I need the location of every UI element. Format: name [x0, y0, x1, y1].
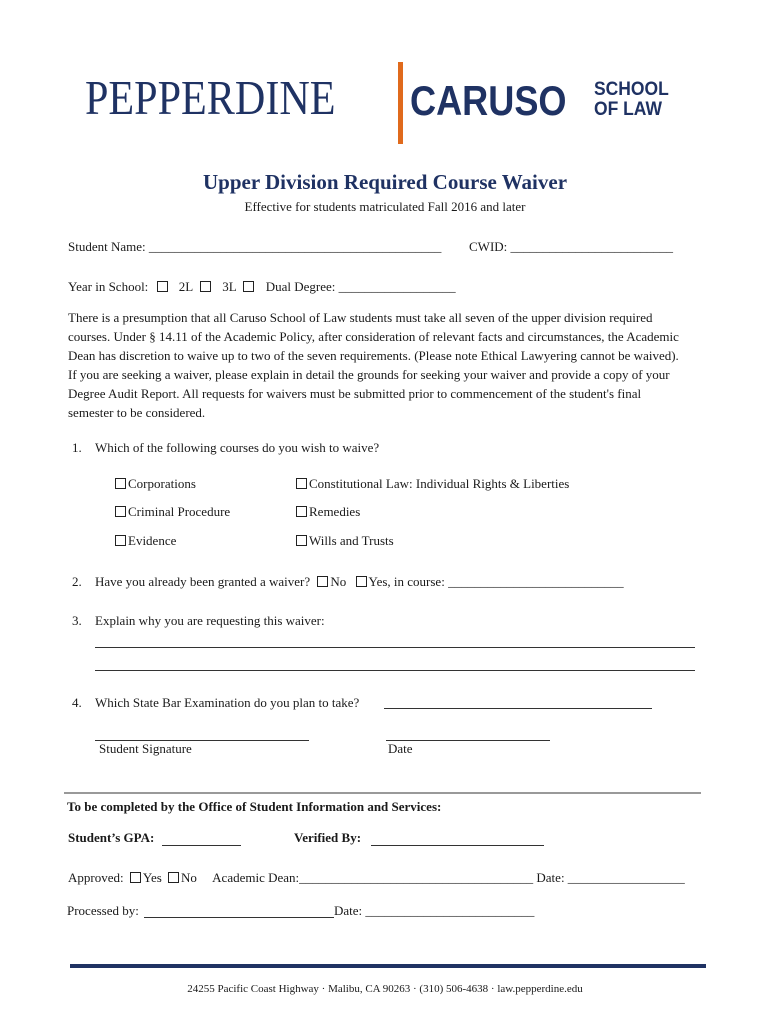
course-label: Corporations [128, 476, 196, 491]
waiver-yes-course-field[interactable]: Yes, in course: ___________________________ [368, 574, 624, 589]
dual-degree-field[interactable]: Dual Degree: __________________ [265, 279, 456, 294]
course-label: Remedies [309, 504, 361, 519]
course-label: Constitutional Law: Individual Rights & Liberties [309, 476, 570, 491]
course-label: Wills and Trusts [309, 533, 394, 548]
checkbox-icon[interactable] [115, 478, 126, 489]
course-label: Criminal Procedure [128, 504, 231, 519]
question-1 [72, 440, 379, 456]
dual-degree-checkbox[interactable] [243, 281, 254, 292]
checkbox-icon[interactable] [296, 506, 307, 517]
verified-by-field[interactable] [371, 845, 544, 846]
approved-yes-checkbox[interactable] [130, 872, 141, 883]
year-3l-checkbox[interactable] [200, 281, 211, 292]
question-2-number: 2. [72, 574, 82, 589]
logo-caruso: CARUSO [410, 77, 567, 124]
processed-date-field[interactable]: Date: __________________________ [334, 903, 535, 918]
logo-school-line1: SCHOOL [594, 79, 669, 100]
page-title: Upper Division Required Course Waiver [202, 170, 568, 194]
year-2l-label: 2L [178, 279, 193, 294]
question-3 [72, 613, 325, 629]
office-section-heading: To be completed by the Office of Student Information and Services: [67, 799, 442, 814]
approved-no-checkbox[interactable] [168, 872, 179, 883]
course-option-remedies[interactable] [296, 504, 360, 520]
processed-by-label: Processed by: [67, 903, 139, 918]
question-4-number: 4. [72, 695, 82, 710]
student-signature-label: Student Signature [99, 741, 192, 756]
footer-address: 24255 Pacific Coast Highway · Malibu, CA 90263 · (310) 506-4638 · law.pepperdine.edu [187, 983, 583, 995]
course-option-evidence[interactable] [115, 533, 176, 549]
approved-no-label: No [181, 870, 197, 885]
year-2l-checkbox[interactable] [157, 281, 168, 292]
question-4-text: Which State Bar Examination do you plan to take? [95, 695, 360, 710]
office-section-divider [64, 792, 701, 794]
logo-school-of-law [594, 80, 669, 120]
year-label: Year in School: [68, 279, 149, 294]
student-name-field[interactable]: Student Name: _____________________________________________ [68, 239, 442, 254]
gpa-field[interactable] [162, 845, 241, 846]
question-3-text: Explain why you are requesting this waiver: [95, 613, 325, 628]
waiver-no-checkbox[interactable] [317, 576, 328, 587]
question-4 [72, 695, 359, 711]
processed-by-field[interactable] [144, 917, 334, 918]
page-subtitle: Effective for students matriculated Fall 2016 and later [244, 199, 526, 214]
approved-label: Approved: [68, 870, 124, 885]
checkbox-icon[interactable] [296, 535, 307, 546]
logo-school-line2: OF LAW [594, 98, 662, 120]
course-label: Evidence [128, 533, 177, 548]
explanation-line-2[interactable] [95, 670, 695, 671]
checkbox-icon[interactable] [115, 506, 126, 517]
approved-yes-label: Yes [142, 870, 162, 885]
gpa-label: Student’s GPA: [68, 830, 155, 845]
logo-pepperdine: PEPPERDINE [85, 70, 336, 125]
course-option-criminal-procedure[interactable] [115, 504, 230, 520]
year-3l-label: 3L [222, 279, 237, 294]
logo-divider [398, 62, 403, 144]
question-1-text: Which of the following courses do you wish to waive? [95, 440, 380, 455]
course-option-corporations[interactable] [115, 476, 196, 492]
signature-date-label: Date [388, 741, 413, 756]
checkbox-icon[interactable] [115, 535, 126, 546]
waiver-yes-checkbox[interactable] [356, 576, 367, 587]
question-1-number: 1. [72, 440, 82, 455]
course-option-constitutional-law[interactable] [296, 476, 569, 492]
question-2 [72, 574, 624, 590]
explanation-line-1[interactable] [95, 647, 695, 648]
course-option-wills-and-trusts[interactable] [296, 533, 394, 549]
waiver-no-label: No [330, 574, 347, 589]
checkbox-icon[interactable] [296, 478, 307, 489]
bar-exam-field[interactable] [384, 708, 652, 709]
year-in-school-row [68, 279, 456, 295]
verified-by-label: Verified By: [294, 830, 362, 845]
academic-dean-field[interactable]: Academic Dean:____________________________________ Date: __________________ [212, 870, 685, 885]
footer-rule [70, 964, 706, 968]
waiver-policy-paragraph: There is a presumption that all Caruso School of Law students must take all seven of the upper division required courses. Under § 14.11 of the Academic Policy, after consideration of relevant facts and circumstances, the Academic Dean has discretion to waive up to two of the seven requirements. (Please note Ethical Lawyering cannot be waived). If you are seeking a waiver, please explain in detail the grounds for seeking your waiver and provide a copy of your Degree Audit Report. All requests for waivers must be submitted prior to commencement of the student's final semester to be considered. [68, 310, 679, 420]
cwid-field[interactable]: CWID: _________________________ [469, 239, 674, 254]
question-2-text: Have you already been granted a waiver? [95, 574, 311, 589]
question-3-number: 3. [72, 613, 82, 628]
approval-row [68, 870, 685, 886]
